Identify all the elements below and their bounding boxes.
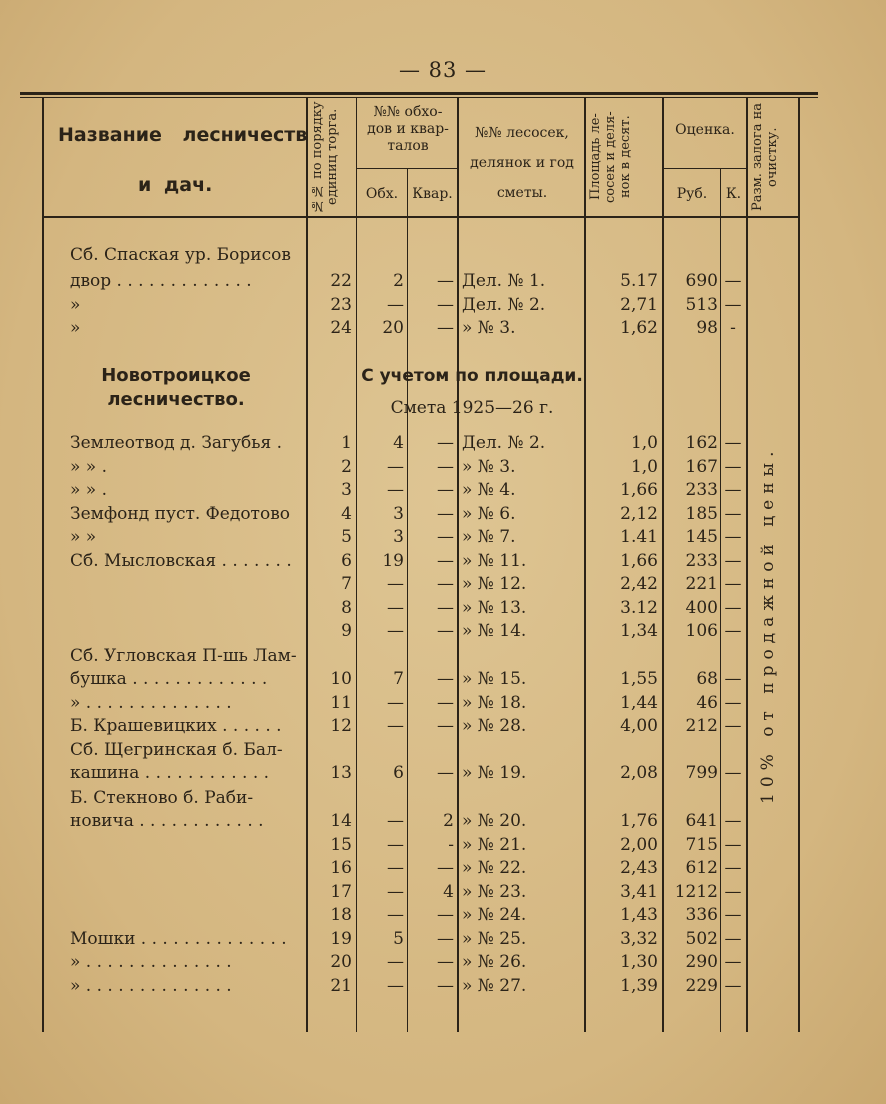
cell-obh: 3: [393, 503, 404, 524]
cell-plot: » № 25.: [462, 928, 527, 949]
side-note: 10% от продажной цены.: [758, 445, 778, 805]
cell-kop: —: [724, 621, 742, 641]
cell-kop: —: [724, 503, 742, 524]
cell-area: 1,0: [630, 433, 658, 453]
cell-kv: —: [437, 763, 454, 783]
section4-title: Сб. Щегринская б. Бал-: [70, 740, 283, 760]
cell-name: новича . . . . . . . . . . . .: [70, 811, 264, 831]
col-line-rub: [720, 168, 721, 1032]
header-rounds-obh: Обх.: [365, 186, 399, 202]
cell-name: »: [70, 318, 81, 338]
cell-obh: —: [387, 858, 404, 878]
col-line-plots: [584, 97, 586, 1032]
cell-area: 4,00: [620, 716, 658, 736]
cell-kv: —: [437, 480, 454, 500]
cell-obh: —: [387, 905, 404, 925]
cell-area: 1,66: [620, 480, 658, 500]
cell-area: 3,32: [620, 928, 658, 949]
cell-rub: 68: [696, 669, 718, 689]
cell-name: » . . . . . . . . . . . . . .: [70, 952, 232, 972]
cell-obh: 4: [393, 433, 404, 453]
top-rule: [20, 92, 818, 95]
cell-n: 21: [330, 975, 352, 996]
cell-obh: 19: [382, 550, 404, 571]
cell-area: 1,43: [620, 905, 658, 925]
cell-area: 2,08: [620, 763, 658, 783]
section5-title: Б. Стекново б. Раби-: [70, 788, 254, 808]
cell-rub: 400: [685, 597, 718, 618]
cell-name: бушка . . . . . . . . . . . . .: [70, 669, 268, 689]
col-line-obh: [407, 168, 408, 1032]
cell-n: 17: [330, 881, 352, 902]
cell-kop: —: [724, 480, 742, 500]
header-valuation: Оценка.: [675, 122, 735, 138]
cell-kv: —: [437, 550, 454, 571]
cell-area: 1,55: [620, 669, 658, 689]
cell-kop: —: [724, 527, 742, 547]
cell-rub: 145: [685, 527, 718, 547]
cell-kv: —: [437, 975, 454, 996]
cell-n: 10: [330, 669, 352, 689]
cell-obh: —: [387, 716, 404, 736]
cell-kop: —: [724, 952, 742, 972]
cell-area: 1,30: [620, 952, 658, 972]
cell-area: 2,43: [620, 858, 658, 878]
cell-kv: —: [437, 456, 454, 477]
cell-rub: 167: [685, 456, 718, 477]
cell-n: 1: [341, 433, 352, 453]
cell-kv: —: [437, 952, 454, 972]
cell-plot: Дел. № 2.: [462, 433, 546, 453]
cell-obh: —: [387, 952, 404, 972]
section2-note1: С учетом по площади.: [361, 366, 583, 386]
header-name-line2: и дач.: [138, 174, 213, 196]
cell-plot: » № 18.: [462, 692, 527, 713]
cell-obh: 7: [393, 669, 404, 689]
col-line-right: [798, 97, 800, 1032]
cell-kop: —: [724, 433, 742, 453]
cell-kv: 2: [443, 811, 454, 831]
cell-obh: —: [387, 692, 404, 713]
cell-obh: —: [387, 834, 404, 855]
cell-rub: 715: [685, 834, 718, 855]
cell-n: 8: [341, 597, 352, 618]
cell-n: 13: [330, 763, 352, 783]
cell-rub: 233: [685, 550, 718, 571]
cell-n: 5: [341, 527, 352, 547]
header-rub: Руб.: [676, 186, 708, 202]
cell-plot: » № 7.: [462, 527, 516, 547]
cell-rub: 233: [685, 480, 718, 500]
cell-area: 2,42: [620, 574, 658, 594]
cell-n: 24: [330, 318, 352, 338]
cell-rub: 502: [685, 928, 718, 949]
cell-name: кашина . . . . . . . . . . . .: [70, 763, 270, 783]
cell-kop: —: [724, 574, 742, 594]
cell-plot: » № 11.: [462, 550, 527, 571]
section3-title: Сб. Угловская П-шь Лам-: [70, 646, 297, 666]
cell-n: 22: [330, 271, 352, 291]
cell-obh: —: [387, 597, 404, 618]
header-name-line1: Название лесничеств: [58, 124, 308, 146]
cell-plot: » № 27.: [462, 975, 527, 996]
cell-name: » »: [70, 527, 97, 547]
cell-name: » . . . . . . . . . . . . . .: [70, 692, 232, 713]
cell-rub: 162: [685, 433, 718, 453]
cell-obh: 2: [393, 271, 404, 291]
cell-name: »: [70, 294, 81, 315]
cell-obh: —: [387, 294, 404, 315]
header-rounds: №№ обхо- дов и квар- талов: [367, 104, 449, 154]
cell-kv: -: [448, 834, 454, 855]
cell-name: двор . . . . . . . . . . . . .: [70, 271, 252, 291]
cell-plot: » № 20.: [462, 811, 527, 831]
cell-plot: » № 23.: [462, 881, 527, 902]
cell-n: 9: [341, 621, 352, 641]
cell-kop: —: [724, 858, 742, 878]
cell-n: 14: [330, 811, 352, 831]
cell-plot: » № 22.: [462, 858, 527, 878]
cell-name: Земфонд пуст. Федотово: [70, 503, 291, 524]
cell-kop: —: [724, 550, 742, 571]
cell-area: 1,34: [620, 621, 658, 641]
cell-plot: » № 3.: [462, 318, 516, 338]
cell-kop: —: [724, 975, 742, 996]
cell-plot: » № 14.: [462, 621, 527, 641]
cell-rub: 212: [685, 716, 718, 736]
section1-title: Сб. Спаская ур. Борисов: [70, 245, 291, 265]
cell-kop: —: [724, 669, 742, 689]
cell-obh: 5: [393, 928, 404, 949]
cell-obh: 20: [382, 318, 404, 338]
cell-name: » . . . . . . . . . . . . . .: [70, 975, 232, 996]
cell-obh: —: [387, 975, 404, 996]
cell-name: Б. Крашевицких . . . . . .: [70, 716, 282, 736]
col-line-left: [42, 97, 44, 1032]
col-line-kv: [457, 97, 459, 1032]
cell-kv: —: [437, 503, 454, 524]
cell-obh: 6: [393, 763, 404, 783]
cell-plot: » № 12.: [462, 574, 527, 594]
cell-obh: —: [387, 574, 404, 594]
cell-plot: » № 19.: [462, 763, 527, 783]
cell-kv: —: [437, 858, 454, 878]
cell-obh: —: [387, 621, 404, 641]
cell-kop: —: [724, 928, 742, 949]
cell-area: 1,39: [620, 975, 658, 996]
cell-kv: —: [437, 271, 454, 291]
cell-rub: 612: [685, 858, 718, 878]
cell-kop: —: [724, 716, 742, 736]
cell-name: » » .: [70, 456, 108, 477]
page-number: — 83 —: [398, 58, 488, 82]
cell-obh: 3: [393, 527, 404, 547]
section2-note2: Смета 1925—26 г.: [390, 398, 554, 418]
cell-obh: —: [387, 480, 404, 500]
cell-plot: » № 6.: [462, 503, 516, 524]
cell-plot: » № 15.: [462, 669, 527, 689]
cell-kop: —: [724, 905, 742, 925]
cell-kv: —: [437, 597, 454, 618]
cell-plot: » № 21.: [462, 834, 527, 855]
cell-area: 2,00: [620, 834, 658, 855]
cell-rub: 799: [685, 763, 718, 783]
cell-kop: —: [724, 294, 742, 315]
cell-n: 15: [330, 834, 352, 855]
cell-n: 18: [330, 905, 352, 925]
cell-n: 23: [330, 294, 352, 315]
header-area: Площадь ле- сосек и деля- нок в десят.: [588, 111, 633, 203]
col-line-order: [356, 97, 357, 1032]
cell-area: 1.41: [620, 527, 658, 547]
cell-plot: » № 4.: [462, 480, 516, 500]
cell-kop: -: [730, 318, 736, 338]
cell-plot: » № 24.: [462, 905, 527, 925]
cell-rub: 1212: [674, 881, 718, 902]
cell-plot: » № 13.: [462, 597, 527, 618]
cell-area: 1,62: [620, 318, 658, 338]
cell-area: 1,76: [620, 811, 658, 831]
cell-area: 1,66: [620, 550, 658, 571]
cell-kop: —: [724, 811, 742, 831]
cell-n: 19: [330, 928, 352, 949]
cell-rub: 221: [685, 574, 718, 594]
cell-kop: —: [724, 692, 742, 713]
cell-n: 12: [330, 716, 352, 736]
cell-n: 16: [330, 858, 352, 878]
cell-rub: 106: [685, 621, 718, 641]
col-line-name: [306, 97, 308, 1032]
header-order-no: №№ по порядку единиц торга.: [310, 101, 340, 213]
cell-name: Землеотвод д. Загубья .: [70, 433, 282, 453]
cell-n: 11: [330, 692, 352, 713]
cell-kv: —: [437, 294, 454, 315]
cell-rub: 98: [696, 318, 718, 338]
cell-rub: 290: [685, 952, 718, 972]
cell-kv: —: [437, 669, 454, 689]
cell-rub: 336: [685, 905, 718, 925]
cell-kv: —: [437, 527, 454, 547]
cell-area: 2,71: [620, 294, 658, 315]
header-subline-rounds: [357, 168, 457, 169]
cell-kop: —: [724, 881, 742, 902]
cell-obh: —: [387, 456, 404, 477]
section2-title-line1: Новотроицкое: [101, 365, 251, 386]
cell-area: 5.17: [620, 271, 658, 291]
cell-name: » » .: [70, 480, 108, 500]
cell-area: 3.12: [620, 597, 658, 618]
cell-kop: —: [724, 834, 742, 855]
cell-plot: » № 3.: [462, 456, 516, 477]
cell-kv: —: [437, 433, 454, 453]
cell-kv: —: [437, 692, 454, 713]
cell-n: 7: [341, 574, 352, 594]
cell-rub: 185: [685, 503, 718, 524]
header-deposit: Разм. залога на очистку.: [750, 103, 780, 211]
cell-kop: —: [724, 271, 742, 291]
cell-plot: Дел. № 1.: [462, 271, 546, 291]
col-line-kop: [746, 97, 748, 1032]
header-subline-valuation: [663, 168, 746, 169]
cell-kv: —: [437, 905, 454, 925]
cell-n: 3: [341, 480, 352, 500]
cell-name: Сб. Мысловская . . . . . . .: [70, 550, 292, 571]
cell-rub: 513: [685, 294, 718, 315]
cell-kv: —: [437, 318, 454, 338]
cell-kop: —: [724, 456, 742, 477]
cell-kv: 4: [443, 881, 454, 902]
cell-obh: —: [387, 811, 404, 831]
cell-plot: Дел. № 2.: [462, 294, 546, 315]
cell-obh: —: [387, 881, 404, 902]
cell-kv: —: [437, 928, 454, 949]
cell-rub: 46: [696, 692, 718, 713]
cell-area: 3,41: [620, 881, 658, 902]
cell-area: 1,44: [620, 692, 658, 713]
cell-rub: 229: [685, 975, 718, 996]
cell-kop: —: [724, 597, 742, 618]
cell-plot: » № 26.: [462, 952, 527, 972]
top-rule-thin: [20, 97, 818, 98]
cell-area: 2,12: [620, 503, 658, 524]
cell-rub: 690: [685, 271, 718, 291]
header-rounds-kvar: Квар.: [412, 186, 453, 202]
cell-kop: —: [724, 763, 742, 783]
cell-name: Мошки . . . . . . . . . . . . . .: [70, 928, 287, 949]
cell-kv: —: [437, 621, 454, 641]
cell-n: 6: [341, 550, 352, 571]
header-plots: №№ лесосек, делянок и год сметы.: [470, 125, 574, 201]
cell-rub: 641: [685, 811, 718, 831]
cell-plot: » № 28.: [462, 716, 527, 736]
cell-kv: —: [437, 574, 454, 594]
header-kop: К.: [725, 186, 742, 202]
cell-n: 4: [341, 503, 352, 524]
section2-title-line2: лесничество.: [107, 389, 245, 410]
cell-n: 20: [330, 952, 352, 972]
cell-kv: —: [437, 716, 454, 736]
header-bottom-rule: [42, 216, 799, 218]
cell-n: 2: [341, 456, 352, 477]
cell-area: 1,0: [630, 456, 658, 477]
